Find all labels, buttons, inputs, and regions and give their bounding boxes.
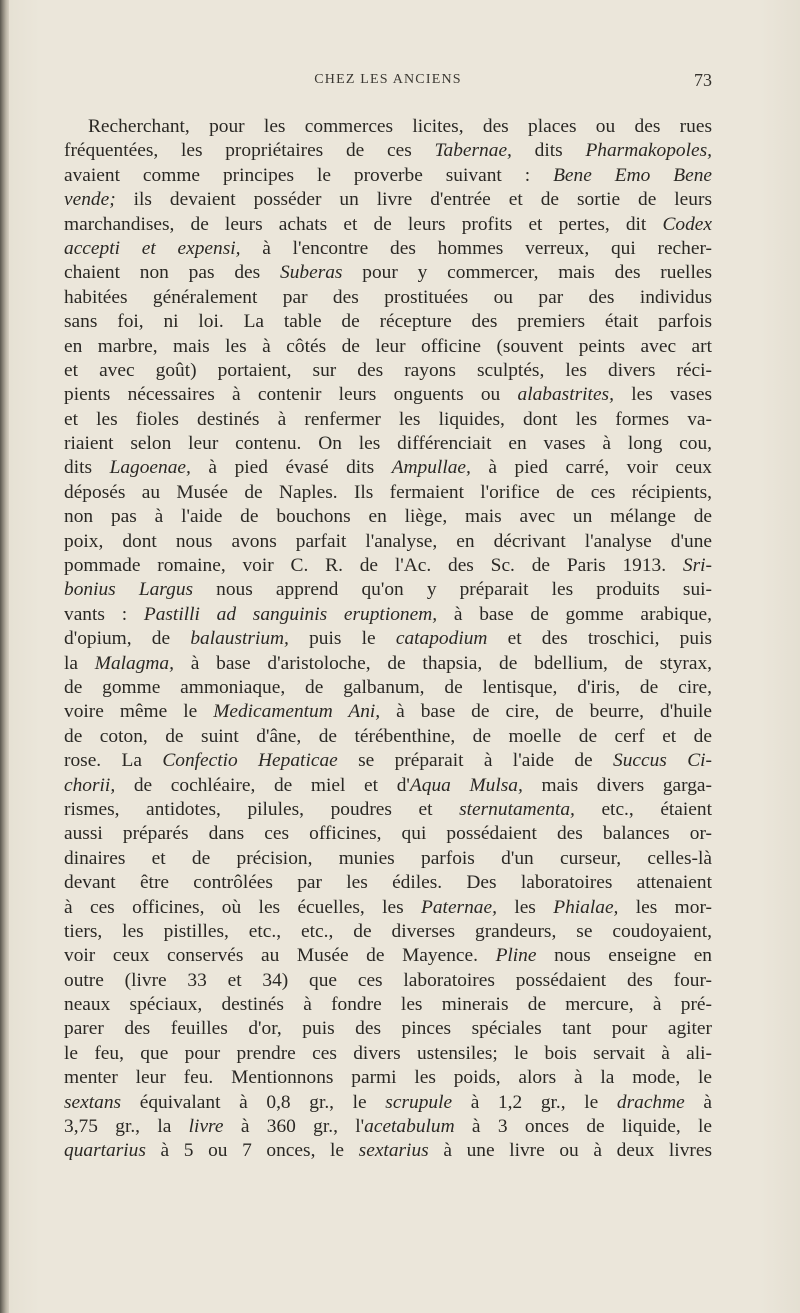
text-run: de coton, de suint d'âne, de térébenthine, de moelle de cerf et de [64, 725, 712, 747]
text-run: nous apprend qu'on y préparait les produits sui- [193, 579, 712, 601]
text-run: marchandises, de leurs achats et de leurs profits et pertes, dit [64, 213, 663, 235]
text-line [64, 1066, 712, 1090]
text-run: et des troschici, puis [487, 628, 712, 650]
text-line [64, 261, 712, 285]
italic-term: Ampullae, [391, 457, 471, 479]
text-line [64, 335, 712, 359]
text-line [64, 359, 712, 383]
text-run: les vases [613, 384, 712, 406]
italic-term: Aqua Mulsa, [409, 774, 523, 796]
italic-term: Codex [662, 213, 712, 235]
italic-term: scrupule [385, 1091, 453, 1113]
page-binding-edge [0, 0, 9, 1313]
text-run: rismes, antidotes, pilules, poudres et [64, 798, 460, 820]
text-run: pour y commercer, mais des ruelles [342, 262, 712, 284]
text-line [64, 383, 712, 407]
text-line [64, 481, 712, 505]
page-header [64, 72, 712, 94]
text-line [64, 993, 712, 1017]
page-number: 73 [694, 70, 712, 90]
text-line [64, 1042, 712, 1066]
text-line [64, 286, 712, 310]
italic-term: livre [188, 1116, 224, 1138]
text-line [64, 408, 712, 432]
text-run: aussi préparés dans ces officines, qui possédaient des balances or- [64, 823, 712, 845]
text-line [64, 969, 712, 993]
text-run: à [684, 1091, 712, 1113]
text-run: chaient non pas des [64, 262, 280, 284]
text-line [64, 456, 712, 480]
body-text [64, 115, 712, 1164]
italic-term: alabastrites, [517, 384, 614, 406]
text-run: outre (livre 33 et 34) que ces laboratoires possédaient des four- [64, 969, 712, 991]
text-run: déposés au Musée de Naples. Ils fermaient l'orifice de ces récipients, [64, 481, 712, 503]
italic-term: Succus Ci- [613, 750, 712, 772]
text-line [64, 237, 712, 261]
text-run: les [496, 896, 554, 918]
text-line [64, 1091, 712, 1115]
text-run: le feu, que pour prendre ces divers ustensiles; le bois servait à ali- [64, 1042, 712, 1064]
text-run: à base de gomme arabique, [437, 603, 712, 625]
italic-term: Pharmakopoles, [585, 140, 712, 162]
italic-term: accepti et expensi, [64, 237, 241, 259]
text-run: à l'encontre des hommes verreux, qui recher- [240, 237, 712, 259]
text-line [64, 652, 712, 676]
text-run: se préparait à l'aide de [337, 750, 613, 772]
italic-term: acetabulum [364, 1116, 455, 1138]
text-run: et avec goût) portaient, sur des rayons sculptés, les divers réci- [64, 359, 712, 381]
italic-term: balaustrium, [190, 628, 289, 650]
text-run: 3,75 gr., la [64, 1116, 189, 1138]
text-run: non pas à l'aide de bouchons en liège, mais avec un mélange de [64, 506, 712, 528]
text-line [64, 530, 712, 554]
italic-term: Malagma, [94, 652, 174, 674]
text-run: les mor- [618, 896, 712, 918]
italic-term: sextans [64, 1091, 122, 1113]
text-run: pients nécessaires à contenir leurs onguents ou [64, 384, 518, 406]
text-run: à 1,2 gr., le [452, 1091, 617, 1113]
italic-term: sternutamenta, [459, 798, 575, 820]
text-run: rose. La [64, 750, 163, 772]
italic-term: drachme [616, 1091, 685, 1113]
text-run: neaux spéciaux, destinés à fondre les minerais de mercure, à pré- [64, 994, 712, 1016]
text-line [64, 944, 712, 968]
text-line [64, 505, 712, 529]
text-run: vants : [64, 603, 144, 625]
text-line [64, 1115, 712, 1139]
italic-term: Pastilli ad sanguinis eruptionem, [143, 603, 438, 625]
text-run: équivalant à 0,8 gr., le [121, 1091, 386, 1113]
italic-term: chorii, [64, 774, 116, 796]
text-line [64, 213, 712, 237]
text-run: à une livre ou à deux livres [428, 1140, 713, 1162]
text-run: mais divers garga- [522, 774, 712, 796]
text-line [64, 432, 712, 456]
text-line [64, 139, 712, 163]
text-line [64, 847, 712, 871]
text-run: dits [511, 140, 586, 162]
text-run: devant être contrôlées par les édiles. Des laboratoires attenaient [64, 872, 712, 894]
italic-term: Lagoenae, [109, 457, 191, 479]
text-run: à pied évasé dits [190, 457, 392, 479]
text-run: à base d'aristoloche, de thapsia, de bdellium, de styrax, [173, 652, 713, 674]
text-run: poix, dont nous avons parfait l'analyse, en décrivant l'analyse d'une [64, 530, 712, 552]
italic-term: quartarius [64, 1140, 146, 1162]
text-line [64, 822, 712, 846]
italic-term: Bene Emo Bene [553, 164, 713, 186]
text-line [64, 798, 712, 822]
text-run: à pied carré, voir ceux [470, 457, 712, 479]
text-line [64, 627, 712, 651]
text-run: dits [64, 457, 110, 479]
italic-term: vende; [64, 189, 116, 211]
text-line [64, 920, 712, 944]
text-run: etc., étaient [574, 798, 712, 820]
italic-term: catapodium [395, 628, 488, 650]
text-line [64, 700, 712, 724]
text-run: voir ceux conservés au Musée de Mayence. [64, 945, 496, 967]
text-line [64, 676, 712, 700]
italic-term: Pline [495, 945, 537, 967]
text-run: à base de cire, de beurre, d'huile [380, 701, 712, 723]
italic-term: bonius Largus [64, 579, 194, 601]
text-line [64, 578, 712, 602]
text-line [64, 164, 712, 188]
text-run: habitées généralement par des prostituées ou par des individus [64, 286, 712, 308]
text-line [64, 1017, 712, 1041]
text-line [64, 749, 712, 773]
italic-term: sextarius [358, 1140, 429, 1162]
text-run: avaient comme principes le proverbe suivant : [64, 164, 554, 186]
text-run: nous enseigne en [536, 945, 712, 967]
text-line [64, 554, 712, 578]
text-run: d'opium, de [64, 628, 191, 650]
text-run: menter leur feu. Mentionnons parmi les poids, alors à la mode, le [64, 1067, 712, 1089]
text-run: parer des feuilles d'or, puis des pinces spéciales tant pour agiter [64, 1018, 712, 1040]
text-line [64, 774, 712, 798]
text-run: ils devaient posséder un livre d'entrée et de sortie de leurs [115, 189, 712, 211]
text-run: de cochléaire, de miel et d' [115, 774, 410, 796]
text-run: la [64, 652, 95, 674]
text-line [64, 871, 712, 895]
running-title: CHEZ LES ANCIENS [314, 72, 462, 87]
text-line [64, 188, 712, 212]
text-run: Recherchant, pour les commerces licites, des places ou des rues [88, 116, 712, 137]
text-run: à 360 gr., l' [223, 1116, 365, 1138]
text-run: et les fioles destinés à renfermer les liquides, dont les formes va- [64, 408, 712, 430]
text-run: fréquentées, les propriétaires de ces [64, 140, 435, 162]
italic-term: Phialae, [553, 896, 619, 918]
italic-term: Confectio Hepaticae [162, 750, 338, 772]
text-line [64, 1139, 712, 1163]
italic-term: Sri- [682, 555, 712, 577]
text-run: à ces officines, où les écuelles, les [64, 896, 422, 918]
text-line [64, 896, 712, 920]
text-run: de gomme ammoniaque, de galbanum, de lentisque, d'iris, de cire, [64, 676, 712, 698]
text-run: à 5 ou 7 onces, le [145, 1140, 359, 1162]
text-line [64, 310, 712, 334]
italic-term: Paternae, [421, 896, 497, 918]
text-run: pommade romaine, voir C. R. de l'Ac. des Sc. de Paris 1913. [64, 555, 683, 577]
text-run: à 3 onces de liquide, le [454, 1116, 712, 1138]
italic-term: Medicamentum Ani, [213, 701, 381, 723]
italic-term: Suberas [280, 262, 343, 284]
text-run: tiers, les pistilles, etc., etc., de diverses grandeurs, se coudoyaient, [64, 920, 712, 942]
text-run: riaient selon leur contenu. On les différenciait en vases à long cou, [64, 433, 712, 455]
text-run: en marbre, mais les à côtés de leur officine (souvent peints avec art [64, 335, 712, 357]
text-line [64, 603, 712, 627]
text-run: sans foi, ni loi. La table de récepture des premiers était parfois [64, 311, 712, 333]
text-line [64, 725, 712, 749]
text-run: dinaires et de précision, munies parfois d'un curseur, celles-là [64, 847, 712, 869]
text-line [64, 115, 712, 139]
text-run: voire même le [64, 701, 214, 723]
text-run: puis le [288, 628, 396, 650]
italic-term: Tabernae, [434, 140, 512, 162]
